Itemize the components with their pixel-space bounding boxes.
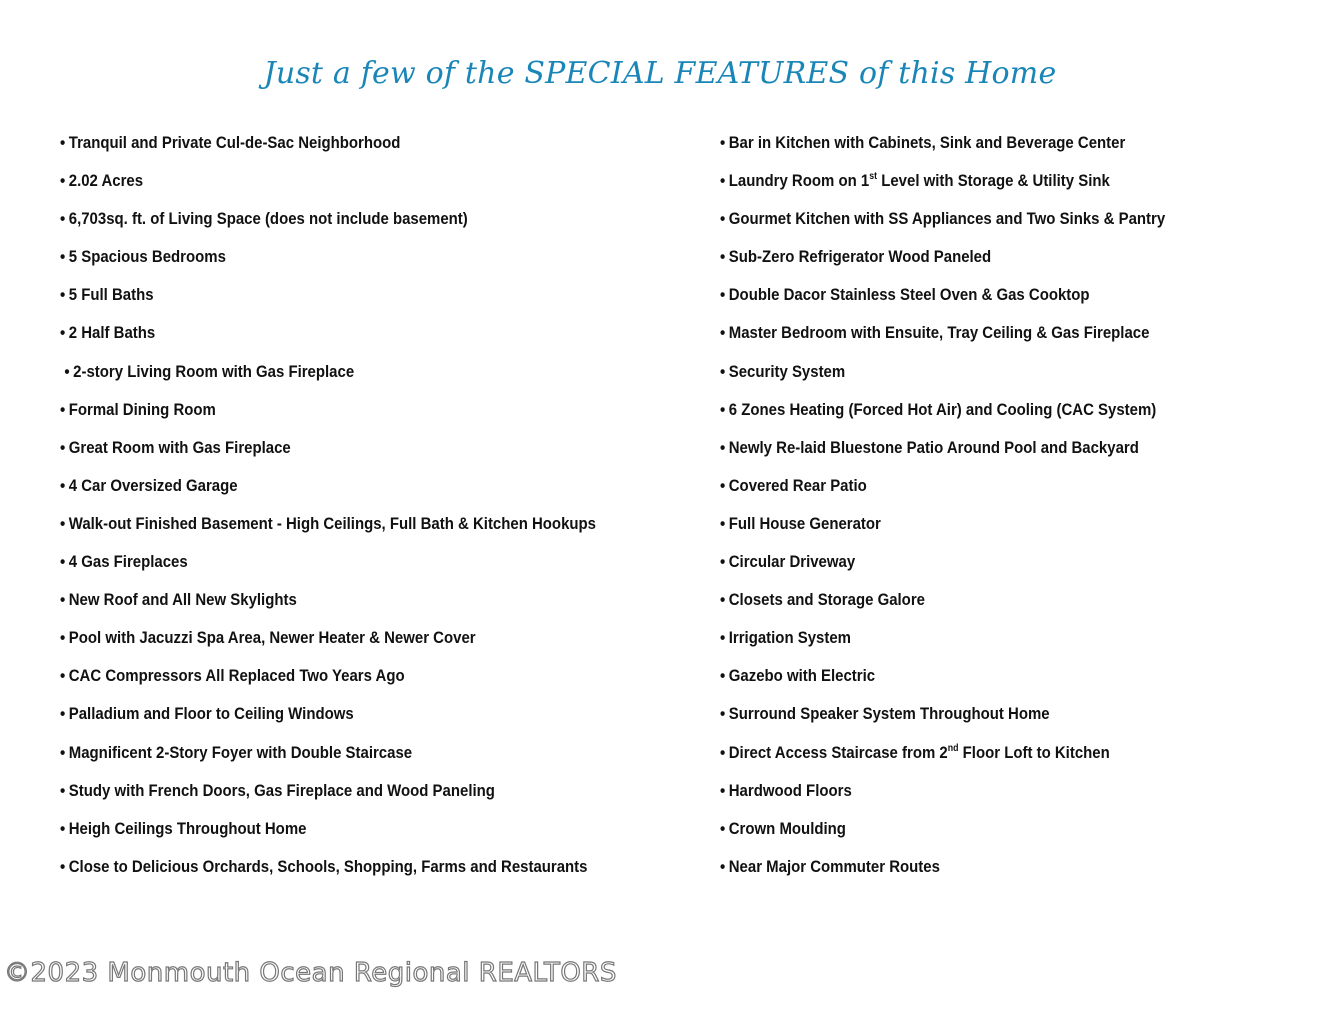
bullet: • xyxy=(60,285,66,305)
feature-item xyxy=(60,474,596,512)
features-list-left xyxy=(60,131,669,893)
feature-item xyxy=(60,321,596,359)
feature-item xyxy=(720,207,1165,245)
feature-text: Surround Speaker System Throughout Home xyxy=(728,704,1050,724)
feature-item xyxy=(60,664,596,702)
bullet: • xyxy=(60,323,66,343)
feature-text: Closets and Storage Galore xyxy=(728,590,925,610)
bullet: • xyxy=(720,209,726,229)
feature-item xyxy=(60,283,596,321)
feature-text: Floor Loft to Kitchen xyxy=(958,742,1110,762)
bullet: • xyxy=(64,361,70,381)
feature-item xyxy=(720,702,1165,740)
feature-item xyxy=(60,131,596,169)
feature-text: Full House Generator xyxy=(728,513,881,533)
feature-item xyxy=(720,474,1165,512)
feature-item xyxy=(720,436,1165,474)
feature-text: 6,703sq. ft. of Living Space (does not include basement) xyxy=(68,209,468,229)
bullet: • xyxy=(60,209,66,229)
bullet: • xyxy=(60,247,66,267)
bullet: • xyxy=(60,628,66,648)
bullet: • xyxy=(60,704,66,724)
feature-text: Security System xyxy=(728,361,846,381)
feature-item xyxy=(720,779,1165,817)
feature-item xyxy=(720,626,1165,664)
bullet: • xyxy=(720,513,726,533)
bullet: • xyxy=(720,399,726,419)
feature-item xyxy=(60,245,596,283)
feature-text: Near Major Commuter Routes xyxy=(728,856,940,876)
feature-text: Level with Storage & Utility Sink xyxy=(877,171,1110,191)
feature-item xyxy=(60,779,596,817)
feature-item xyxy=(720,131,1165,169)
feature-text: Covered Rear Patio xyxy=(728,475,867,495)
bullet: • xyxy=(60,133,66,152)
bullet: • xyxy=(720,628,726,648)
bullet: • xyxy=(720,552,726,572)
feature-text: New Roof and All New Skylights xyxy=(68,590,297,610)
bullet: • xyxy=(60,780,66,800)
feature-item xyxy=(720,817,1165,855)
features-list-right xyxy=(720,131,1226,893)
bullet: • xyxy=(60,399,66,419)
feature-item xyxy=(60,550,596,588)
feature-item xyxy=(720,283,1165,321)
feature-item xyxy=(720,855,1165,893)
page-title: Just a few of the SPECIAL FEATURES of this Home xyxy=(263,56,1057,91)
bullet: • xyxy=(720,323,726,343)
feature-text: Gourmet Kitchen with SS Appliances and Two Sinks & Pantry xyxy=(728,209,1166,229)
bullet: • xyxy=(720,666,726,686)
bullet: • xyxy=(60,742,66,762)
feature-text: 6 Zones Heating (Forced Hot Air) and Cooling (CAC System) xyxy=(728,399,1157,419)
feature-text: CAC Compressors All Replaced Two Years Ago xyxy=(68,666,405,686)
bullet: • xyxy=(720,133,726,152)
feature-text: Heigh Ceilings Throughout Home xyxy=(68,818,307,838)
feature-text: Great Room with Gas Fireplace xyxy=(68,437,291,457)
feature-item xyxy=(60,169,596,207)
feature-item xyxy=(60,398,596,436)
bullet: • xyxy=(720,475,726,495)
feature-item xyxy=(60,436,596,474)
feature-text: Laundry Room on 1 xyxy=(728,171,870,191)
feature-text: Tranquil and Private Cul-de-Sac Neighborhood xyxy=(68,133,401,152)
feature-item xyxy=(720,588,1165,626)
bullet: • xyxy=(60,818,66,838)
feature-item xyxy=(720,245,1165,283)
bullet: • xyxy=(60,590,66,610)
feature-text: Sub-Zero Refrigerator Wood Paneled xyxy=(728,247,992,267)
feature-text: Formal Dining Room xyxy=(68,399,216,419)
bullet: • xyxy=(720,361,726,381)
bullet: • xyxy=(720,780,726,800)
bullet: • xyxy=(720,247,726,267)
feature-item xyxy=(60,626,596,664)
feature-text: 5 Spacious Bedrooms xyxy=(68,247,226,267)
bullet: • xyxy=(60,552,66,572)
feature-text: Irrigation System xyxy=(728,628,851,648)
feature-text: Walk-out Finished Basement - High Ceilings, Full Bath & Kitchen Hookups xyxy=(68,513,597,533)
feature-text: Direct Access Staircase from 2 xyxy=(728,742,948,762)
feature-item xyxy=(720,741,1165,779)
bullet: • xyxy=(720,437,726,457)
feature-item xyxy=(720,398,1165,436)
bullet: • xyxy=(60,856,66,876)
feature-text: Master Bedroom with Ensuite, Tray Ceiling & Gas Fireplace xyxy=(728,323,1150,343)
feature-text: 5 Full Baths xyxy=(68,285,154,305)
feature-item xyxy=(720,550,1165,588)
feature-text: Crown Moulding xyxy=(728,818,846,838)
bullet: • xyxy=(720,704,726,724)
feature-item xyxy=(720,360,1165,398)
feature-item xyxy=(60,817,596,855)
bullet: • xyxy=(720,590,726,610)
feature-text: 2-story Living Room with Gas Fireplace xyxy=(73,361,355,381)
ordinal-superscript: nd xyxy=(947,742,959,754)
feature-text: Newly Re-laid Bluestone Patio Around Pool and Backyard xyxy=(728,437,1139,457)
feature-text: Close to Delicious Orchards, Schools, Shopping, Farms and Restaurants xyxy=(68,856,588,876)
bullet: • xyxy=(60,513,66,533)
feature-item xyxy=(60,702,596,740)
bullet: • xyxy=(60,437,66,457)
feature-text: 2.02 Acres xyxy=(68,171,144,191)
bullet: • xyxy=(720,742,726,762)
feature-item xyxy=(720,512,1165,550)
feature-item xyxy=(720,321,1165,359)
feature-item xyxy=(60,360,596,398)
bullet: • xyxy=(720,818,726,838)
feature-text: Hardwood Floors xyxy=(728,780,852,800)
feature-item xyxy=(720,664,1165,702)
bullet: • xyxy=(720,285,726,305)
feature-text: Study with French Doors, Gas Fireplace and Wood Paneling xyxy=(68,780,495,800)
bullet: • xyxy=(720,171,726,191)
feature-item xyxy=(60,855,596,893)
feature-text: Pool with Jacuzzi Spa Area, Newer Heater & Newer Cover xyxy=(68,628,476,648)
feature-text: Palladium and Floor to Ceiling Windows xyxy=(68,704,354,724)
bullet: • xyxy=(60,171,66,191)
feature-text: Magnificent 2-Story Foyer with Double Staircase xyxy=(68,742,413,762)
feature-text: Bar in Kitchen with Cabinets, Sink and Beverage Center xyxy=(728,133,1126,152)
feature-text: 2 Half Baths xyxy=(68,323,156,343)
feature-item xyxy=(720,169,1165,207)
bullet: • xyxy=(720,856,726,876)
feature-text: Circular Driveway xyxy=(728,552,856,572)
copyright-watermark: ©2023 Monmouth Ocean Regional REALTORS xyxy=(4,958,617,988)
ordinal-superscript: st xyxy=(869,171,878,183)
feature-item xyxy=(60,512,596,550)
feature-text: Double Dacor Stainless Steel Oven & Gas Cooktop xyxy=(728,285,1090,305)
bullet: • xyxy=(60,666,66,686)
feature-item xyxy=(60,207,596,245)
feature-text: 4 Car Oversized Garage xyxy=(68,475,238,495)
feature-text: Gazebo with Electric xyxy=(728,666,876,686)
feature-text: 4 Gas Fireplaces xyxy=(68,552,188,572)
feature-item xyxy=(60,588,596,626)
bullet: • xyxy=(60,475,66,495)
feature-item xyxy=(60,741,596,779)
